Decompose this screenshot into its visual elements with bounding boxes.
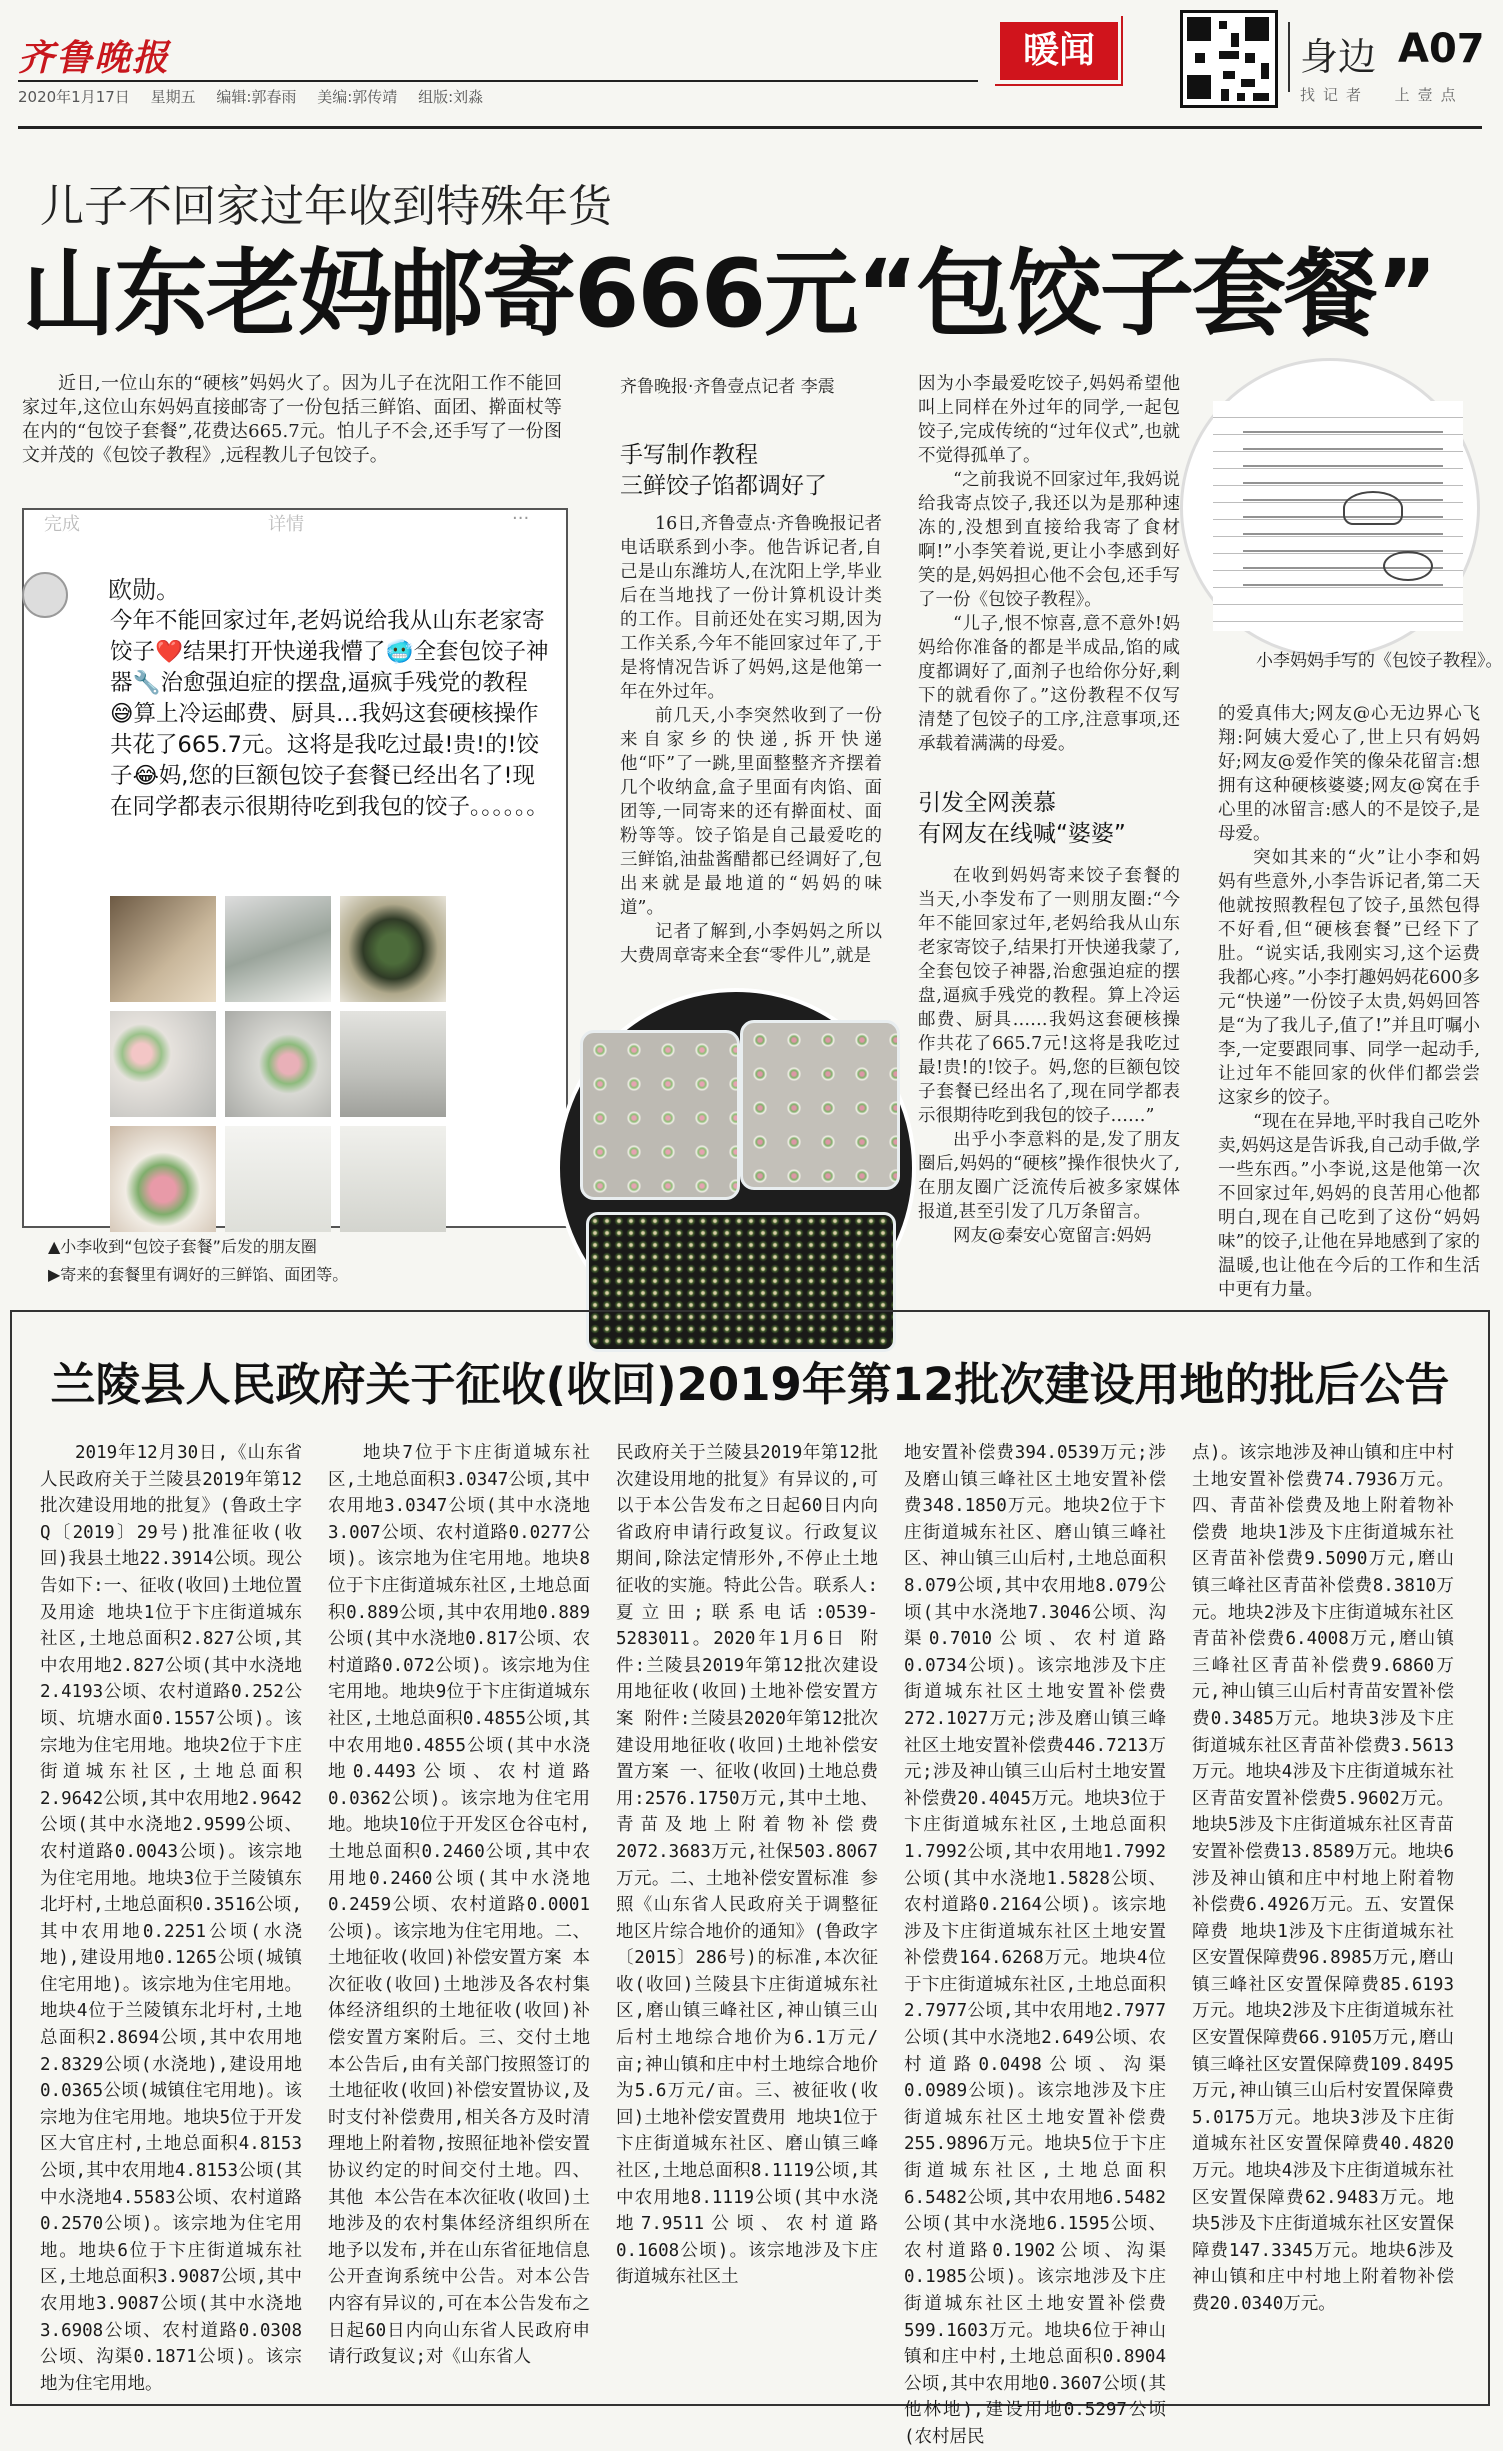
photo-grid bbox=[110, 896, 446, 1222]
paragraph: “现在在异地,平时我自己吃外卖,妈妈这是告诉我,自己动手做,学一些东西。”小李说,这是他第一次不回家过年,妈妈的良苦用心他都明白,现在自己吃到了这份“妈妈味”的饺子,让他在异地感到了家的温暖,也让他在今后的工作和生活中更有力量。 bbox=[1218, 1112, 1480, 1300]
paragraph: 16日,齐鲁壹点·齐鲁晚报记者电话联系到小李。他告诉记者,自己是山东潍坊人,在沈阳上学,毕业后在当地找了一份计算机设计类的工作。目前还处在实习期,因为工作关系,今年不能回家过年了,于是将情况告诉了妈妈,这是他第一年在外过年。 bbox=[620, 514, 882, 702]
notice-title: 兰陵县人民政府关于征收(收回)2019年第12批次建设用地的批后公告 bbox=[50, 1358, 1450, 1411]
subhead-1 bbox=[620, 440, 920, 502]
notice-column-1 bbox=[40, 1440, 302, 2394]
post-text: 今年不能回家过年,老妈说给我从山东老家寄饺子❤️结果打开快递我懵了🥶全套包饺子神器🔧治愈强迫症的摆盘,逼疯手残党的教程😅算上冷运邮费、厨具…我妈这套硬核操作共花了665.7元。这将是我吃过最!贵!的!饺子😂妈,您的巨额包饺子套餐已经出名了!现在同学都表示很期待吃到我包的饺子。。。。。。 bbox=[110, 608, 549, 820]
paragraph: 出乎小李意料的是,发了朋友圈后,妈妈的“硬核”操作很快火了,在朋友圈广泛流传后被多家媒体报道,甚至引发了几万条留言。 bbox=[918, 1130, 1180, 1222]
editor-credit: 编辑:郭春雨 bbox=[216, 88, 297, 106]
story-column-2b bbox=[918, 864, 1180, 1290]
paragraph: “之前我说不回家过年,我妈说给我寄点饺子,我还以为是那种速冻的,没想到直接给我寄了食材啊!”小李笑着说,更让小李感到好笑的是,妈妈担心他不会包,还手写了一份《包饺子教程》。 bbox=[918, 470, 1180, 610]
art-credit: 美编:郭传靖 bbox=[317, 88, 398, 106]
page-number: A07 bbox=[1398, 26, 1485, 72]
issue-info bbox=[18, 86, 499, 107]
section-name: 身边 bbox=[1300, 35, 1377, 79]
photo-thumb bbox=[110, 1011, 216, 1117]
reporter-contact bbox=[1300, 84, 1464, 105]
photo-thumb bbox=[225, 896, 331, 1002]
byline: 齐鲁晚报·齐鲁壹点记者 李震 bbox=[620, 377, 835, 397]
paragraph: 前几天,小李突然收到了一份来自家乡的快递,拆开快递他“吓”了一跳,里面整整齐齐摆着几个收纳盒,盒子里面有肉馅、面团等,一同寄来的还有擀面杖、面粉等等。饺子馅是自己最爱吃的三鲜馅,油盐酱醋都已经调好了,包出来就是最地道的“妈妈的味道”。 bbox=[620, 706, 882, 918]
notice-text: 地安置补偿费394.0539万元;涉及磨山镇三峰社区土地安置补偿费348.1850万元。地块2位于卞庄街道城东社区、磨山镇三峰社区、神山镇三山后村,土地总面积8.079公顷,其中农用地8.079公顷(其中水浇地7.3046公顷、沟渠0.7010公顷、农村道路0.0734公顷)。该宗地涉及卞庄街道城东社区土地安置补偿费272.1027万元;涉及磨山镇三峰社区土地安置补偿费446.7213万元;涉及神山镇三山后村土地安置补偿费20.4045万元。地块3位于卞庄街道城东社区,土地总面积1.7992公顷,其中农用地1.7992公顷(其中水浇地1.5828公顷、农村道路0.2164公顷)。该宗地涉及卞庄街道城东社区土地安置补偿费164.6268万元。地块4位于卞庄街道城东社区,土地总面积2.7977公顷,其中农用地2.7977公顷(其中水浇地2.649公顷、农村道路0.0498公顷、沟渠0.0989公顷)。该宗地涉及卞庄街道城东社区土地安置补偿费255.9896万元。地块5位于卞庄街道城东社区,土地总面积6.5482公顷,其中农用地6.5482公顷(其中水浇地6.1595公顷、农村道路0.1902公顷、沟渠0.1985公顷)。该宗地涉及卞庄街道城东社区土地安置补偿费599.1603万元。地块6位于神山镇和庄中村,土地总面积0.8904公顷,其中农用地0.3607公顷(其他林地),建设用地0.5297公顷(农村居民 bbox=[904, 1443, 1166, 2447]
note-caption: 小李妈妈手写的《包饺子教程》。 bbox=[1256, 651, 1503, 671]
reporter-label: 找记者 bbox=[1300, 86, 1370, 104]
notice-text: 民政府关于兰陵县2019年第12批次建设用地的批复》有异议的,可以于本公告发布之日起60日内向省政府申请行政复议。行政复议期间,除法定情形外,不停止土地征收的实施。特此公告。联系人:夏立田;联系电话:0539-5283011。2020年1月6日 附件:兰陵县2019年第12批次建设用地征收(收回)土地补偿安置方案 附件:兰陵县2020年第12批次建设用地征收(收回)土地补偿安置方案 一、征收(收回)土地总费用:2576.1750万元,其中土地、青苗及地上附着物补偿费2072.3683万元,社保503.8067万元。二、土地补偿安置标准 参照《山东省人民政府关于调整征地区片综合地价的通知》(鲁政字〔2015〕286号)的标准,本次征收(收回)兰陵县卞庄街道城东社区,磨山镇三峰社区,神山镇三山后村土地综合地价为6.1万元/亩;神山镇和庄中村土地综合地价为5.6万元/亩。三、被征收(收回)土地补偿安置费用 地块1位于卞庄街道城东社区、磨山镇三峰社区,土地总面积8.1119公顷,其中农用地8.1119公顷(其中水浇地7.9511公顷、农村道路0.1608公顷)。该宗地涉及卞庄街道城东社区土 bbox=[616, 1443, 878, 2288]
qr-code-icon[interactable] bbox=[1180, 10, 1278, 108]
notice-text: 2019年12月30日,《山东省人民政府关于兰陵县2019年第12批次建设用地的批复》(鲁政土字Q〔2019〕29号)批准征收(收回)我县土地22.3914公顷。现公告如下:一、征收(收回)土地位置及用途 地块1位于卞庄街道城东社区,土地总面积2.827公顷,其中农用地2.827公顷(其中水浇地2.4193公顷、农村道路0.252公顷、坑塘水面0.1557公顷)。该宗地为住宅用地。地块2位于卞庄街道城东社区,土地总面积2.9642公顷,其中农用地2.9642公顷(其中水浇地2.9599公顷、农村道路0.0043公顷)。该宗地为住宅用地。地块3位于兰陵镇东北圩村,土地总面积0.3516公顷,其中农用地0.2251公顷(水浇地),建设用地0.1265公顷(城镇住宅用地)。该宗地为住宅用地。地块4位于兰陵镇东北圩村,土地总面积2.8694公顷,其中农用地2.8329公顷(水浇地),建设用地0.0365公顷(城镇住宅用地)。该宗地为住宅用地。地块5位于开发区大官庄村,土地总面积4.8153公顷,其中农用地4.8153公顷(其中水浇地4.5583公顷、农村道路0.2570公顷)。该宗地为住宅用地。地块6位于卞庄街道城东社区,土地总面积3.9087公顷,其中农用地3.9087公顷(其中水浇地3.6908公顷、农村道路0.0308公顷、沟渠0.1871公顷)。该宗地为住宅用地。 bbox=[40, 1443, 302, 2394]
photo-thumb bbox=[110, 1126, 216, 1232]
notice-column-4 bbox=[904, 1440, 1166, 2447]
post-author: 欧勋。 bbox=[108, 576, 180, 604]
reporter-link[interactable]: 上壹点 bbox=[1394, 86, 1464, 104]
paragraph: 在收到妈妈寄来饺子套餐的当天,小李发布了一则朋友圈:“今年不能回家过年,老妈给我从山东老家寄饺子,结果打开快递我蒙了,全套包饺子神器,治愈强迫症的摆盘,逼疯手残党的教程。算上冷运邮费、厨具……我妈这套硬核操作共花了665.7元!这将是我吃过最!贵!的!饺子。妈,您的巨额包饺子套餐已经出名了,现在同学都表示很期待吃到我包的饺子……” bbox=[918, 866, 1180, 1126]
handwritten-tutorial-photo bbox=[1180, 358, 1480, 658]
photo-thumb bbox=[225, 1126, 331, 1232]
subhead-2-line2: 有网友在线喊“婆婆” bbox=[918, 821, 1126, 847]
masthead-logo: 齐鲁晚报 bbox=[18, 37, 171, 79]
subhead-1-line1: 手写制作教程 bbox=[620, 442, 758, 468]
story-column-2a bbox=[918, 372, 1180, 764]
paragraph: 网友@秦安心宽留言:妈妈 bbox=[953, 1226, 1152, 1246]
dumpling-kit-photo bbox=[556, 988, 916, 1348]
paragraph: “儿子,恨不惊喜,意不意外!妈妈给你准备的都是半成品,馅的咸度都调好了,面剂子也给你分好,剩下的就看你了。”这份教程不仅写清楚了包饺子的工序,注意事项,还承载着满满的母爱。 bbox=[918, 614, 1180, 754]
notice-column-2 bbox=[328, 1440, 590, 2390]
issue-weekday: 星期五 bbox=[150, 88, 196, 106]
story-subtitle: 儿子不回家过年收到特殊年货 bbox=[40, 181, 612, 232]
photo-thumb bbox=[340, 896, 446, 1002]
story-lead bbox=[22, 372, 562, 468]
status-left: 完成 bbox=[44, 514, 80, 535]
paragraph: 突如其来的“火”让小李和妈妈有些意外,小李告诉记者,第二天他就按照教程包了饺子,虽然包得不好看,但“硬核套餐”已经下了肚。“说实话,我刚实习,这个运费我都心疼。”小李打趣妈妈花600多元“快递”一份饺子太贵,妈妈回答是“为了我儿子,值了!”并且叮嘱小李,一定要跟同事、同学一起动手,让过年不能回家的伙伴们都尝尝这家乡的饺子。 bbox=[1218, 848, 1480, 1108]
column-badge: 暖闻 bbox=[1000, 22, 1118, 80]
photo-caption-2: ▶寄来的套餐里有调好的三鲜馅、面团等。 bbox=[48, 1265, 349, 1284]
photo-caption-1: ▲小李收到“包饺子套餐”后发的朋友圈 bbox=[48, 1237, 317, 1256]
notice-text: 地块7位于卞庄街道城东社区,土地总面积3.0347公顷,其中农用地3.0347公顷(其中水浇地3.007公顷、农村道路0.0277公顷)。该宗地为住宅用地。地块8位于卞庄街道城东社区,土地总面积0.889公顷,其中农用地0.889公顷(其中水浇地0.817公顷、农村道路0.072公顷)。该宗地为住宅用地。地块9位于卞庄街道城东社区,土地总面积0.4855公顷,其中农用地0.4855公顷(其中水浇地0.4493公顷、农村道路0.0362公顷)。该宗地为住宅用地。地块10位于开发区仓谷屯村,土地总面积0.2460公顷,其中农用地0.2460公顷(其中水浇地0.2459公顷、农村道路0.0001公顷)。该宗地为住宅用地。二、土地征收(收回)补偿安置方案 本次征收(收回)土地涉及各农村集体经济组织的土地征收(收回)补偿安置方案附后。三、交付土地 本公告后,由有关部门按照签订的土地征收(收回)补偿安置协议,及时支付补偿费用,相关各方及时清理地上附着物,按照征地补偿安置协议约定的时间交付土地。四、其他 本公告在本次征收(收回)土地涉及的农村集体经济组织所在地予以发布,并在山东省征地信息公开查询系统中公告。对本公告内容有异议的,可在本公告发布之日起60日内向山东省人民政府申请行政复议;对《山东省人 bbox=[328, 1443, 590, 2368]
subhead-2 bbox=[918, 788, 1218, 850]
issue-date: 2020年1月17日 bbox=[18, 88, 130, 106]
story-title: 山东老妈邮寄666元“包饺子套餐” bbox=[22, 240, 1436, 349]
lead-text: 近日,一位山东的“硬核”妈妈火了。因为儿子在沈阳工作不能回家过年,这位山东妈妈直接邮寄了一份包括三鲜馅、面团、擀面杖等在内的“包饺子套餐”,花费达665.7元。怕儿子不会,还手写了一份图文并茂的《包饺子教程》,远程教儿子包饺子。 bbox=[22, 373, 562, 466]
header-rule bbox=[18, 80, 978, 82]
status-mid: 详情 bbox=[268, 514, 304, 535]
paragraph: 记者了解到,小李妈妈之所以大费周章寄来全套“零件儿”,就是 bbox=[620, 922, 882, 966]
notice-column-3 bbox=[616, 1440, 878, 2390]
story-column-1 bbox=[620, 512, 882, 966]
paragraph: 的爱真伟大;网友@心无边界心飞翔:阿姨大爱心了,世上只有妈妈好;网友@爱作笑的像朵花留言:想拥有这种硬核婆婆;网友@窝在手心里的冰留言:感人的不是饺子,是母爱。 bbox=[1218, 704, 1480, 844]
paragraph: 因为小李最爱吃饺子,妈妈希望他叫上同样在外过年的同学,一起包饺子,完成传统的“过年仪式”,也就不觉得孤单了。 bbox=[918, 374, 1180, 466]
photo-thumb bbox=[225, 1011, 331, 1117]
layout-credit: 组版:刘淼 bbox=[418, 88, 484, 106]
story-column-3 bbox=[1218, 702, 1480, 1300]
photo-thumb bbox=[110, 896, 216, 1002]
header-divider bbox=[1288, 22, 1290, 92]
photo-thumb bbox=[340, 1011, 446, 1117]
subhead-1-line2: 三鲜饺子馅都调好了 bbox=[620, 473, 827, 499]
subhead-2-line1: 引发全网羡慕 bbox=[918, 790, 1056, 816]
notice-text: 点)。该宗地涉及神山镇和庄中村土地安置补偿费74.7936万元。四、青苗补偿费及地上附着物补偿费 地块1涉及卞庄街道城东社区青苗补偿费9.5090万元,磨山镇三峰社区青苗补偿费8.3810万元。地块2涉及卞庄街道城东社区青苗补偿费6.4008万元,磨山镇三峰社区青苗补偿费9.6860万元,神山镇三山后村青苗安置补偿费0.3485万元。地块3涉及卞庄街道城东社区青苗补偿费3.5613万元。地块4涉及卞庄街道城东社区青苗安置补偿费5.9602万元。地块5涉及卞庄街道城东社区青苗安置补偿费13.8589万元。地块6涉及神山镇和庄中村地上附着物补偿费6.4926万元。五、安置保障费 地块1涉及卞庄街道城东社区安置保障费96.8985万元,磨山镇三峰社区安置保障费85.6193万元。地块2涉及卞庄街道城东社区安置保障费66.9105万元,磨山镇三峰社区安置保障费109.8495万元,神山镇三山后村安置保障费5.0175万元。地块3涉及卞庄街道城东社区安置保障费40.4820万元。地块4涉及卞庄街道城东社区安置保障费62.9483万元。地块5涉及卞庄街道城东社区安置保障费147.3345万元。地块6涉及神山镇和庄中村地上附着物补偿费20.0340万元。 bbox=[1192, 1443, 1454, 2314]
avatar bbox=[22, 572, 68, 618]
photo-thumb bbox=[340, 1126, 446, 1232]
top-rule bbox=[18, 126, 1482, 129]
notice-column-5 bbox=[1192, 1440, 1454, 2390]
more-icon[interactable]: ··· bbox=[512, 508, 530, 529]
